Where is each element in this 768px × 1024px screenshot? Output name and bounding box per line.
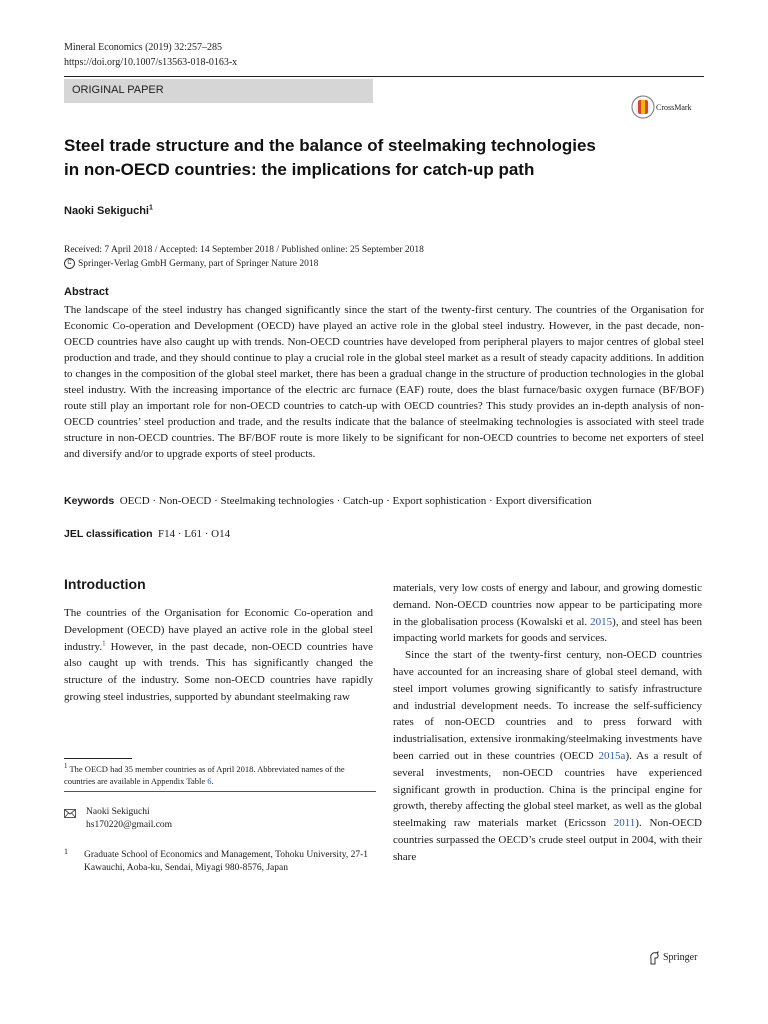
publisher-logo xyxy=(648,951,708,967)
footnote-rule xyxy=(64,758,132,759)
title-line-1: Steel trade structure and the balance of steelmaking technologies xyxy=(64,136,596,155)
left-column xyxy=(64,605,373,706)
article-title xyxy=(64,134,664,182)
header-rule xyxy=(64,76,704,77)
corresponding-author xyxy=(86,806,172,832)
crossmark-logo[interactable] xyxy=(630,94,706,120)
right-column xyxy=(393,580,702,866)
intro-paragraph-1 xyxy=(64,605,373,706)
jel-codes: F14 · L61 · O14 xyxy=(158,528,231,540)
keywords xyxy=(64,495,704,507)
article-type-badge: ORIGINAL PAPER xyxy=(64,79,373,103)
doi-link[interactable]: https://doi.org/10.1007/s13563-018-0163-x xyxy=(64,57,238,68)
keywords-text: OECD · Non-OECD · Steelmaking technologies · Catch-up · Export sophistication · Export diversification xyxy=(119,495,592,507)
intro-text: Since the start of the twenty-first century, non-OECD countries have accounted for an increasing share of global steel demand, with steel import volumes growing significantly to satisfy infrastructure and industrial development needs. To increase the self-sufficiency rates of non-OECD countries and to press forward with industrialisation, extensive ironmaking/steelmaking investments have been carried out in these countries (OECD xyxy=(393,649,702,762)
author-affiliation-mark: 1 xyxy=(148,204,153,212)
intro-text: ). As a result of several investments, non-OECD countries have experienced significant growth in production. China is the principal engine for growth, thereby affecting the global steel market, as well as the global steelmaking raw materials market (Ericsson xyxy=(393,749,703,830)
abstract-heading: Abstract xyxy=(64,286,109,298)
journal-citation xyxy=(64,40,237,70)
intro-text: The countries of the Organisation for Economic Co-operation and Development (OECD) have played an active role in the global steel industry. xyxy=(64,607,373,653)
intro-paragraph-1-cont xyxy=(393,580,702,647)
springer-horse-icon xyxy=(648,951,660,965)
crossmark-label: CrossMark xyxy=(656,103,692,112)
jel-classification xyxy=(64,528,230,540)
affiliation-number: 1 xyxy=(64,847,68,856)
intro-text: However, in the past decade, non-OECD countries have also caught up with trends. This has significantly changed the structure of the industry. Some non-OECD countries have rapidly growing steel industries, supported by abundant steelmaking raw xyxy=(64,640,373,703)
introduction-heading: Introduction xyxy=(64,576,146,592)
dates-line: Received: 7 April 2018 / Accepted: 14 September 2018 / Published online: 25 September 2018 xyxy=(64,245,424,255)
author xyxy=(64,205,153,217)
intro-text: materials, very low costs of energy and labour, and growing domestic demand. Non-OECD countries now appear to be participating more in the globalisation process (Kowalski et al. xyxy=(393,582,702,628)
footnote-separator xyxy=(64,791,376,792)
citation-link[interactable]: 2015 xyxy=(590,615,613,628)
footnote xyxy=(64,763,376,787)
article-history xyxy=(64,243,424,271)
abstract-text: The landscape of the steel industry has changed significantly since the start of the twenty-first century. The countries of the Organisation for Economic Co-operation and Development (OECD) have played an active role in the global steel industry. However, in the past decade, non-OECD countries have also caught up with trends. Non-OECD countries have developed from peripheral players to major centres of global steel production and trade, and they should continue to play a crucial role in the global steel market as a result of steady capacity additions. In addition to changes in the composition of the global steel market, there has been a gradual change in the structure of production technologies in the global steel industry. With the increasing importance of the electric arc furnace (EAF) route, does the blast furnace/basic oxygen furnace (BF/BOF) route still play an important role for non-OECD countries to catch-up with OECD countries? This study provides an in-depth analysis of non-OECD countries’ steel production and trade, and the results indicate that the balance of steelmaking technologies is associated with steel trade structure in non-OECD countries. The BF/BOF route is more likely to be significant for non-OECD countries to become net exporters of steel and diversify and/or to upgrade exports of steel products. xyxy=(64,304,704,460)
footnote-number: 1 xyxy=(64,762,68,771)
envelope-icon xyxy=(64,809,76,818)
jel-label: JEL classification xyxy=(64,528,153,540)
copyright-icon: C xyxy=(64,258,75,269)
title-line-2: in non-OECD countries: the implications for catch-up path xyxy=(64,160,535,179)
citation-link[interactable]: 2015a xyxy=(598,749,626,762)
footnote-text: The OECD had 35 member countries as of April 2018. Abbreviated names of the countries are available in Appendix Table xyxy=(64,764,345,786)
citation-link[interactable]: 2011 xyxy=(613,817,636,830)
corresponding-name: Naoki Sekiguchi xyxy=(86,807,150,817)
table-link[interactable]: 6 xyxy=(207,776,212,786)
keywords-label: Keywords xyxy=(64,495,115,507)
journal-line: Mineral Economics (2019) 32:257–285 xyxy=(64,42,223,53)
copyright-text: Springer-Verlag GmbH Germany, part of Springer Nature 2018 xyxy=(78,259,319,269)
corresponding-email[interactable]: hs170220@gmail.com xyxy=(86,820,173,830)
copyright-line xyxy=(64,257,424,271)
intro-paragraph-2 xyxy=(393,647,702,865)
intro-text: ), and steel has been impacting world markets for goods and services. xyxy=(393,615,702,645)
author-name[interactable]: Naoki Sekiguchi xyxy=(64,205,149,217)
publisher-name: Springer xyxy=(663,952,698,963)
footnote-text: . xyxy=(211,776,214,786)
affiliation: Graduate School of Economics and Management, Tohoku University, 27-1 Kawauchi, Aoba-ku, Sendai, Miyagi 980-8576, Japan xyxy=(84,850,369,873)
intro-text: ). Non-OECD countries surpassed the OECD’s crude steel output in 2004, with their share xyxy=(393,817,702,863)
footnote-ref[interactable]: 1 xyxy=(102,638,106,647)
